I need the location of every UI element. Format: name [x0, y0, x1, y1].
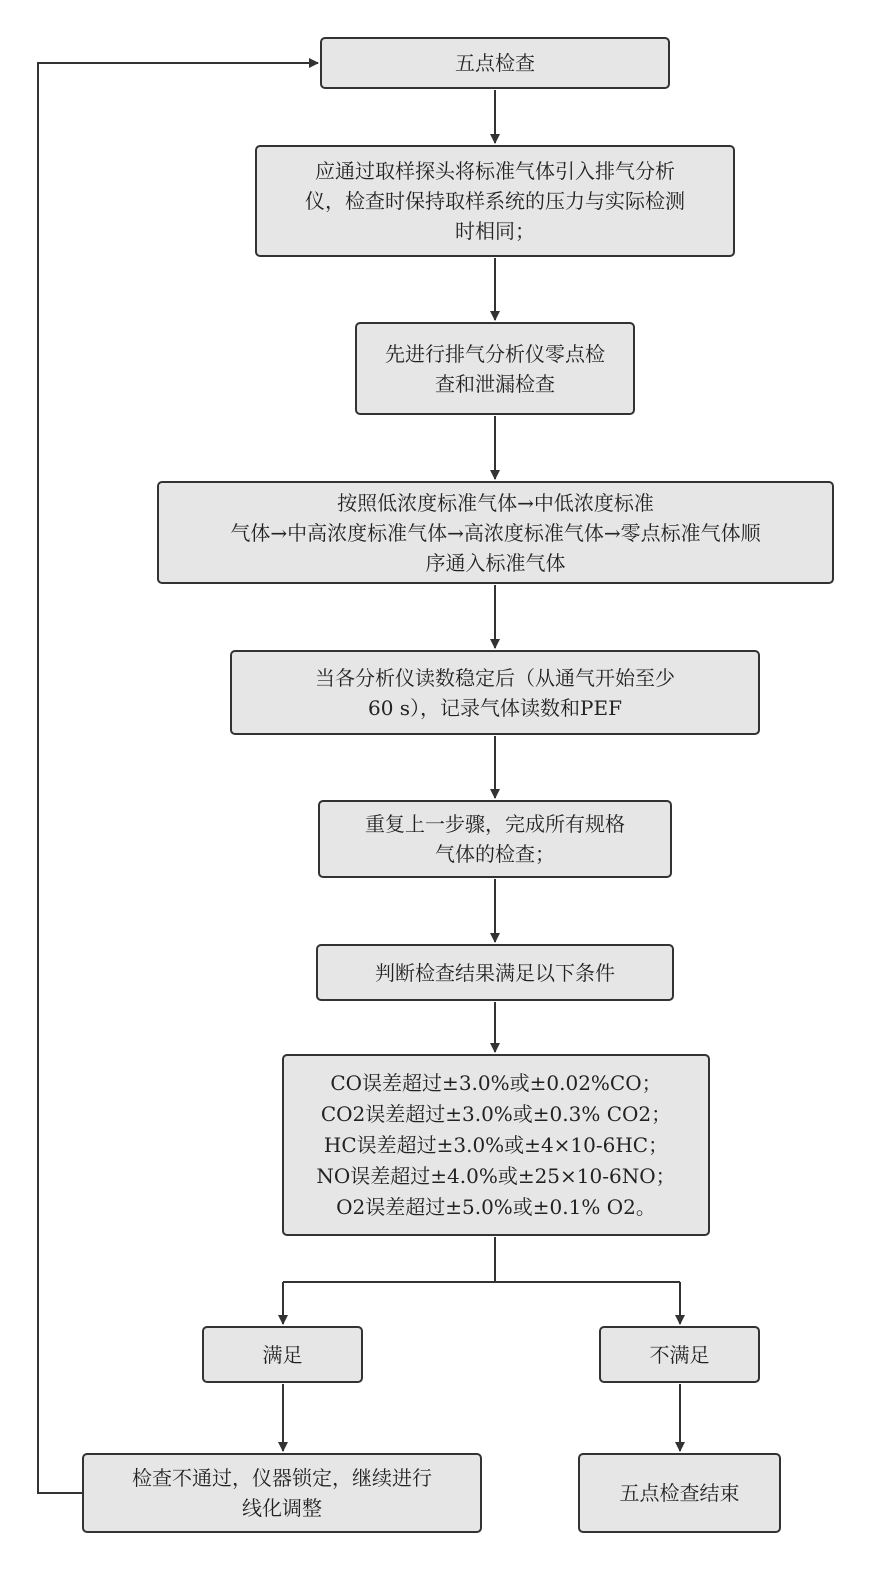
branch-satisfied-label: 满足 — [262, 1342, 303, 1367]
branch-split-line — [283, 1237, 495, 1282]
step-repeat-label: 重复上一步骤，完成所有规格 气体的检查； — [365, 812, 625, 866]
result-end-label: 五点检查结束 — [619, 1481, 740, 1505]
result-fail-lock-label: 检查不通过，仪器锁定，继续进行 线化调整 — [132, 1466, 432, 1520]
step-introduce-standard-gas-label: 应通过取样探头将标准气体引入排气分析 仪，检查时保持取样系统的压力与实际检测 时相同； — [305, 159, 685, 243]
step-five-point-check-label: 五点检查 — [455, 51, 535, 75]
loop-back-arrow — [38, 63, 318, 1493]
step-zero-and-leak-check-label: 先进行排气分析仪零点检 查和泄漏检查 — [385, 341, 605, 396]
step-record-readings-label: 当各分析仪读数稳定后（从通气开始至少 60 s），记录气体读数和PEF — [315, 665, 675, 720]
step-judge-result-label: 判断检查结果满足以下条件 — [375, 960, 615, 985]
step-gas-sequence-label: 按照低浓度标准气体→中低浓度标准 气体→中高浓度标准气体→高浓度标准气体→零点标准气体顺 序通入标准气体 — [230, 490, 761, 575]
branch-not-satisfied-label: 不满足 — [649, 1342, 710, 1367]
step-error-conditions-label: CO误差超过±3.0%或±0.02%CO； CO2误差超过±3.0%或±0.3% CO2； HC误差超过±3.0%或±4×10-6HC； NO误差超过±4.0%或±25×10-6NO； O2误差超过±5.0%或±0.1% O2。 — [316, 1070, 676, 1219]
